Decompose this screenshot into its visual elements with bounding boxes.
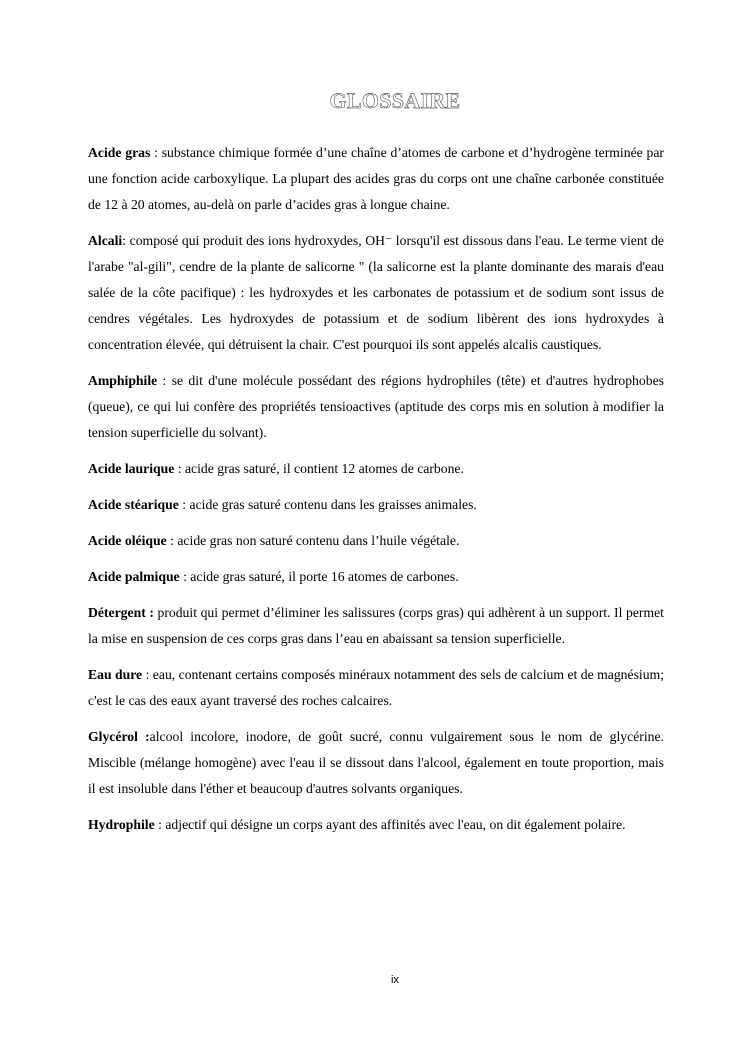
glossary-definition: eau, contenant certains composés minéraux notamment des sels de calcium et de magnésium; c'est le cas des eaux ayant traversé des roches calcaires. — [88, 667, 665, 708]
glossary-term: Amphiphile — [88, 373, 158, 388]
glossary-entry-amphiphile — [88, 368, 664, 446]
glossary-term: Alcali — [88, 233, 123, 248]
glossary-definition: se dit d'une molécule possédant des régions hydrophiles (tête) et d'autres hydrophobes (queue), ce qui lui confère des propriétés tensioactives (aptitude des corps mis en solution à modifier la tension superficielle du solvant). — [88, 373, 664, 440]
glossary-term: Glycérol : — [88, 729, 150, 744]
term-separator: : — [150, 145, 162, 160]
glossary-entry-acide-oleique — [88, 528, 664, 554]
glossary-term: Eau dure — [88, 667, 143, 682]
glossary-definition: acide gras saturé contenu dans les graisses animales. — [189, 497, 477, 512]
glossary-term: Acide laurique — [88, 461, 175, 476]
term-separator: : — [122, 233, 130, 248]
glossary-definition: acide gras saturé, il contient 12 atomes de carbone. — [184, 461, 464, 476]
glossary-term: Hydrophile — [88, 817, 155, 832]
glossary-entry-acide-gras — [88, 140, 664, 218]
page-number: ix — [391, 974, 399, 986]
glossary-term: Acide palmique — [88, 569, 180, 584]
glossary-term: Détergent : — [88, 605, 154, 620]
term-separator: : — [154, 817, 166, 832]
glossary-entry-acide-laurique — [88, 456, 664, 482]
glossary-term: Acide stéarique — [88, 497, 179, 512]
glossary-term: Acide gras — [88, 145, 151, 160]
glossary-list — [88, 140, 664, 848]
term-separator: : — [174, 461, 185, 476]
glossary-entry-detergent — [88, 600, 664, 652]
term-separator: : — [166, 533, 178, 548]
glossary-entry-glycerol — [88, 724, 664, 802]
glossary-definition: produit qui permet d’éliminer les salissures (corps gras) qui adhèrent à un support. Il permet la mise en suspension de ces corps gras dans l’eau en abaissant sa tension superficielle. — [88, 605, 664, 646]
term-separator: : — [157, 373, 172, 388]
glossary-entry-eau-dure — [88, 662, 664, 714]
term-separator: : — [179, 569, 191, 584]
glossary-definition: composé qui produit des ions hydroxydes, OH⁻ lorsqu'il est dissous dans l'eau. Le terme vient de l'arabe "al-gili", cendre de la plante de salicorne " (la salicorne est la plante dominante des marais d'eau salée de la côte pacifique) : les hydroxydes et les carbonates de potassium et de sodium sont issus de cendres végétales. Les hydroxydes de potassium et de sodium libèrent des ions hydroxydes à concentration élevée, qui détruisent la chair. C'est pourquoi ils sont appelés alcalis caustiques. — [88, 233, 664, 352]
glossary-term: Acide oléique — [88, 533, 167, 548]
glossary-definition: adjectif qui désigne un corps ayant des affinités avec l'eau, on dit également polaire. — [165, 817, 626, 832]
glossary-entry-hydrophile — [88, 812, 664, 838]
term-separator: : — [142, 667, 153, 682]
glossary-definition: acide gras saturé, il porte 16 atomes de carbones. — [190, 569, 459, 584]
page-title: GLOSSAIRE — [329, 88, 461, 113]
glossary-entry-acide-palmique — [88, 564, 664, 590]
term-separator: : — [178, 497, 190, 512]
glossary-definition: acide gras non saturé contenu dans l’huile végétale. — [177, 533, 460, 548]
glossary-definition: alcool incolore, inodore, de goût sucré, connu vulgairement sous le nom de glycérine. Miscible (mélange homogène) avec l'eau il se dissout dans l'alcool, également en toute proportion, mais il est insoluble dans l'éther et beaucoup d'autres solvants organiques. — [88, 729, 664, 796]
glossary-definition: substance chimique formée d’une chaîne d’atomes de carbone et d’hydrogène terminée par une fonction acide carboxylique. La plupart des acides gras du corps ont une chaîne carbonée constituée de 12 à 20 atomes, au-delà on parle d’acides gras à longue chaine. — [88, 145, 664, 212]
glossary-entry-alcali — [88, 228, 664, 358]
glossary-entry-acide-stearique — [88, 492, 664, 518]
